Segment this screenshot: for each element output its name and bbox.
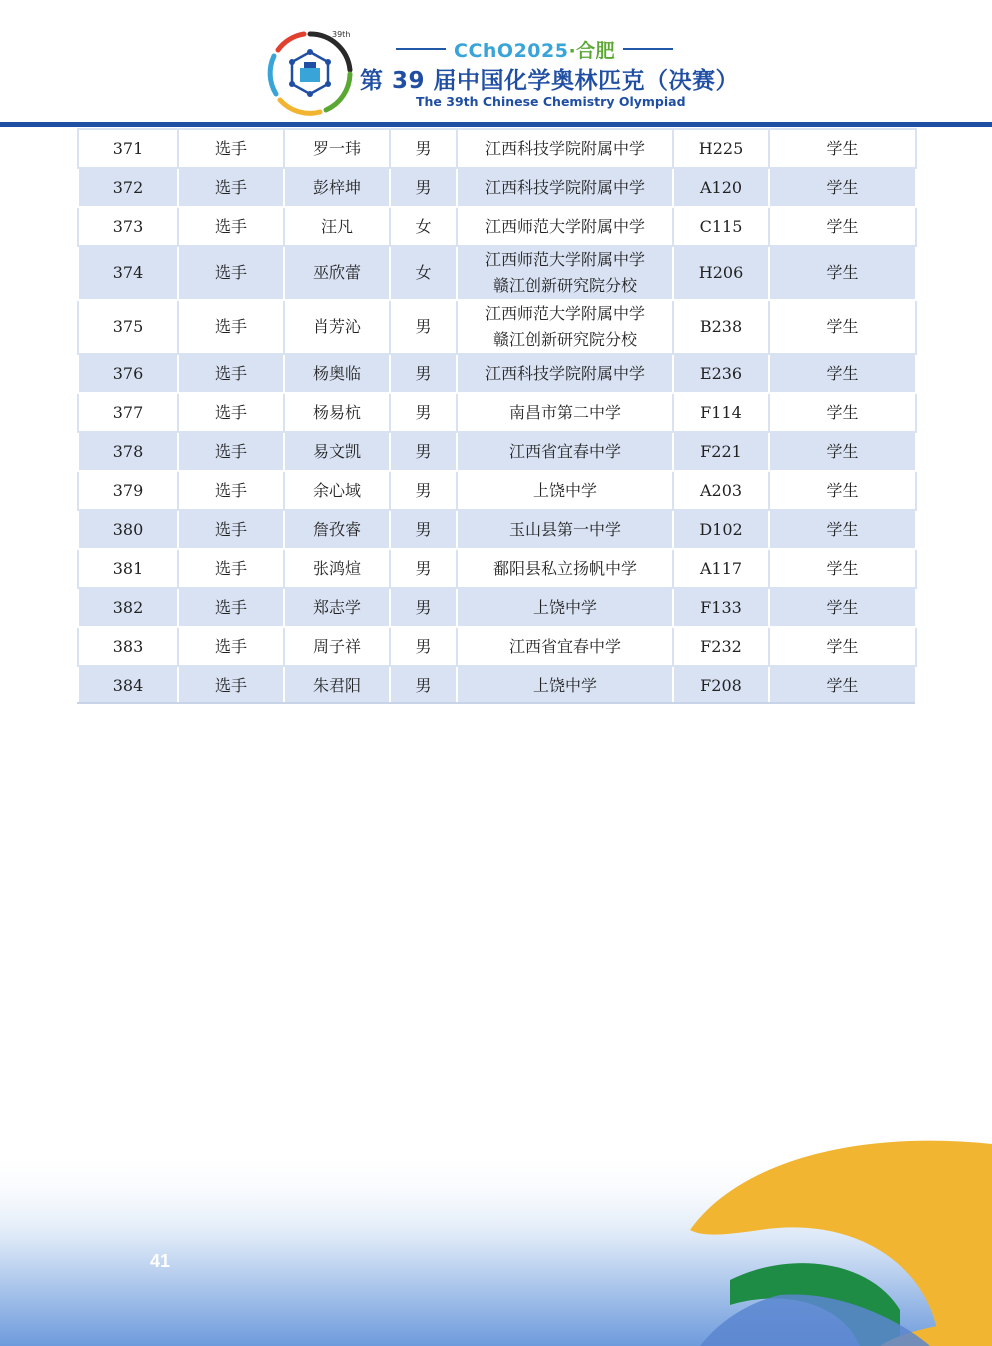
cell-name: 彭梓坤 — [284, 168, 390, 207]
school-line: 鄱阳县私立扬帆中学 — [492, 558, 637, 578]
cell-gender: 男 — [390, 510, 457, 549]
cell-school — [457, 627, 673, 666]
table-row — [78, 549, 916, 588]
cell-gender: 男 — [390, 168, 457, 207]
cell-role: 选手 — [178, 246, 284, 300]
cell-gender: 男 — [390, 432, 457, 471]
cell-exam-code: A120 — [673, 168, 769, 207]
cell-number: 371 — [78, 129, 178, 168]
cell-name: 张鸿煊 — [284, 549, 390, 588]
cell-name: 汪凡 — [284, 207, 390, 246]
cell-category: 学生 — [769, 549, 916, 588]
school-line: 江西师范大学附属中学 — [484, 216, 645, 236]
cell-exam-code: B238 — [673, 300, 769, 354]
cell-category: 学生 — [769, 627, 916, 666]
cell-exam-code: H225 — [673, 129, 769, 168]
cell-role: 选手 — [178, 510, 284, 549]
page-number: 41 — [150, 1251, 171, 1271]
cell-gender: 男 — [390, 588, 457, 627]
table-body — [78, 129, 916, 705]
cell-category: 学生 — [769, 666, 916, 705]
page-header — [0, 0, 992, 128]
cell-number: 374 — [78, 246, 178, 300]
cell-role: 选手 — [178, 432, 284, 471]
cell-school — [457, 666, 673, 705]
table-row — [78, 510, 916, 549]
table-row — [78, 393, 916, 432]
cell-gender: 男 — [390, 393, 457, 432]
cell-category: 学生 — [769, 510, 916, 549]
school-line: 江西科技学院附属中学 — [484, 177, 645, 197]
brand-separator: · — [568, 39, 577, 62]
cell-exam-code: A117 — [673, 549, 769, 588]
school-line: 上饶中学 — [532, 480, 597, 500]
school-line: 赣江创新研究院分校 — [492, 276, 637, 295]
cell-exam-code: C115 — [673, 207, 769, 246]
cell-number: 378 — [78, 432, 178, 471]
cell-role: 选手 — [178, 207, 284, 246]
cell-category: 学生 — [769, 354, 916, 393]
cell-exam-code: H206 — [673, 246, 769, 300]
cell-category: 学生 — [769, 300, 916, 354]
cell-gender: 男 — [390, 300, 457, 354]
cell-school — [457, 471, 673, 510]
cell-exam-code: F114 — [673, 393, 769, 432]
cell-school — [457, 207, 673, 246]
page-subtitle: The 39th Chinese Chemistry Olympiad — [416, 94, 686, 109]
cell-school — [457, 549, 673, 588]
cell-gender: 女 — [390, 246, 457, 300]
table-row — [78, 246, 916, 300]
school-line: 江西师范大学附属中学 — [484, 250, 645, 269]
brand-line — [396, 35, 673, 63]
school-line: 玉山县第一中学 — [508, 519, 621, 539]
cell-name: 余心域 — [284, 471, 390, 510]
school-line: 江西师范大学附属中学 — [484, 304, 645, 323]
cell-name: 巫欣蕾 — [284, 246, 390, 300]
cell-school — [457, 432, 673, 471]
cell-school — [457, 300, 673, 354]
cell-number: 376 — [78, 354, 178, 393]
cell-category: 学生 — [769, 432, 916, 471]
brand-text — [454, 36, 615, 63]
table-row — [78, 588, 916, 627]
cell-role: 选手 — [178, 471, 284, 510]
cell-exam-code: F208 — [673, 666, 769, 705]
cell-gender: 女 — [390, 207, 457, 246]
logo-superscript: 39th — [332, 30, 351, 39]
cell-exam-code: A203 — [673, 471, 769, 510]
cell-number: 372 — [78, 168, 178, 207]
school-line: 赣江创新研究院分校 — [492, 330, 637, 349]
header-divider — [0, 122, 992, 127]
brand-name: CChO2025 — [454, 39, 569, 62]
table-row — [78, 666, 916, 705]
cell-category: 学生 — [769, 168, 916, 207]
cell-name: 郑志学 — [284, 588, 390, 627]
cell-category: 学生 — [769, 207, 916, 246]
cell-name: 肖芳沁 — [284, 300, 390, 354]
cell-role: 选手 — [178, 393, 284, 432]
table-row — [78, 432, 916, 471]
cell-name: 杨奥临 — [284, 354, 390, 393]
left-dash — [396, 48, 446, 50]
cell-role: 选手 — [178, 588, 284, 627]
cell-gender: 男 — [390, 129, 457, 168]
cell-role: 选手 — [178, 627, 284, 666]
table-row — [78, 471, 916, 510]
cell-number: 373 — [78, 207, 178, 246]
cell-role: 选手 — [178, 300, 284, 354]
cell-name: 詹孜睿 — [284, 510, 390, 549]
cell-number: 384 — [78, 666, 178, 705]
cell-category: 学生 — [769, 588, 916, 627]
cell-name: 朱君阳 — [284, 666, 390, 705]
cell-number: 383 — [78, 627, 178, 666]
cell-role: 选手 — [178, 129, 284, 168]
cell-exam-code: F232 — [673, 627, 769, 666]
school-line: 江西省宜春中学 — [508, 636, 621, 656]
table-row — [78, 207, 916, 246]
cell-role: 选手 — [178, 354, 284, 393]
ccho-logo-icon — [266, 30, 354, 116]
cell-name: 罗一玮 — [284, 129, 390, 168]
participant-table — [77, 128, 917, 706]
cell-gender: 男 — [390, 549, 457, 588]
cell-school — [457, 168, 673, 207]
cell-category: 学生 — [769, 393, 916, 432]
cell-name: 杨易杭 — [284, 393, 390, 432]
table-row — [78, 627, 916, 666]
cell-exam-code: E236 — [673, 354, 769, 393]
cell-exam-code: F221 — [673, 432, 769, 471]
school-line: 南昌市第二中学 — [508, 402, 621, 422]
school-line: 上饶中学 — [532, 597, 597, 617]
cell-gender: 男 — [390, 471, 457, 510]
cell-number: 377 — [78, 393, 178, 432]
cell-name: 易文凯 — [284, 432, 390, 471]
cell-school — [457, 393, 673, 432]
cell-exam-code: D102 — [673, 510, 769, 549]
page-title: 第 39 届中国化学奥林匹克（决赛） — [360, 68, 740, 94]
cell-number: 380 — [78, 510, 178, 549]
cell-name: 周子祥 — [284, 627, 390, 666]
cell-school — [457, 129, 673, 168]
school-line: 江西省宜春中学 — [508, 441, 621, 461]
right-dash — [623, 48, 673, 50]
brand-city: 合肥 — [576, 39, 616, 62]
cell-number: 375 — [78, 300, 178, 354]
table-row — [78, 300, 916, 354]
cell-number: 379 — [78, 471, 178, 510]
cell-gender: 男 — [390, 666, 457, 705]
cell-category: 学生 — [769, 471, 916, 510]
table-bottom-border — [77, 702, 915, 704]
cell-number: 381 — [78, 549, 178, 588]
cell-number: 382 — [78, 588, 178, 627]
school-line: 江西科技学院附属中学 — [484, 363, 645, 383]
cell-school — [457, 354, 673, 393]
school-line: 江西科技学院附属中学 — [484, 138, 645, 158]
cell-role: 选手 — [178, 549, 284, 588]
cell-exam-code: F133 — [673, 588, 769, 627]
cell-gender: 男 — [390, 354, 457, 393]
cell-school — [457, 246, 673, 300]
table-row — [78, 129, 916, 168]
table-row — [78, 168, 916, 207]
cell-gender: 男 — [390, 627, 457, 666]
table-row — [78, 354, 916, 393]
cell-school — [457, 510, 673, 549]
cell-category: 学生 — [769, 129, 916, 168]
cell-role: 选手 — [178, 666, 284, 705]
school-line: 上饶中学 — [532, 675, 597, 695]
cell-school — [457, 588, 673, 627]
footer-wave-decoration — [0, 1120, 992, 1346]
cell-role: 选手 — [178, 168, 284, 207]
cell-category: 学生 — [769, 246, 916, 300]
